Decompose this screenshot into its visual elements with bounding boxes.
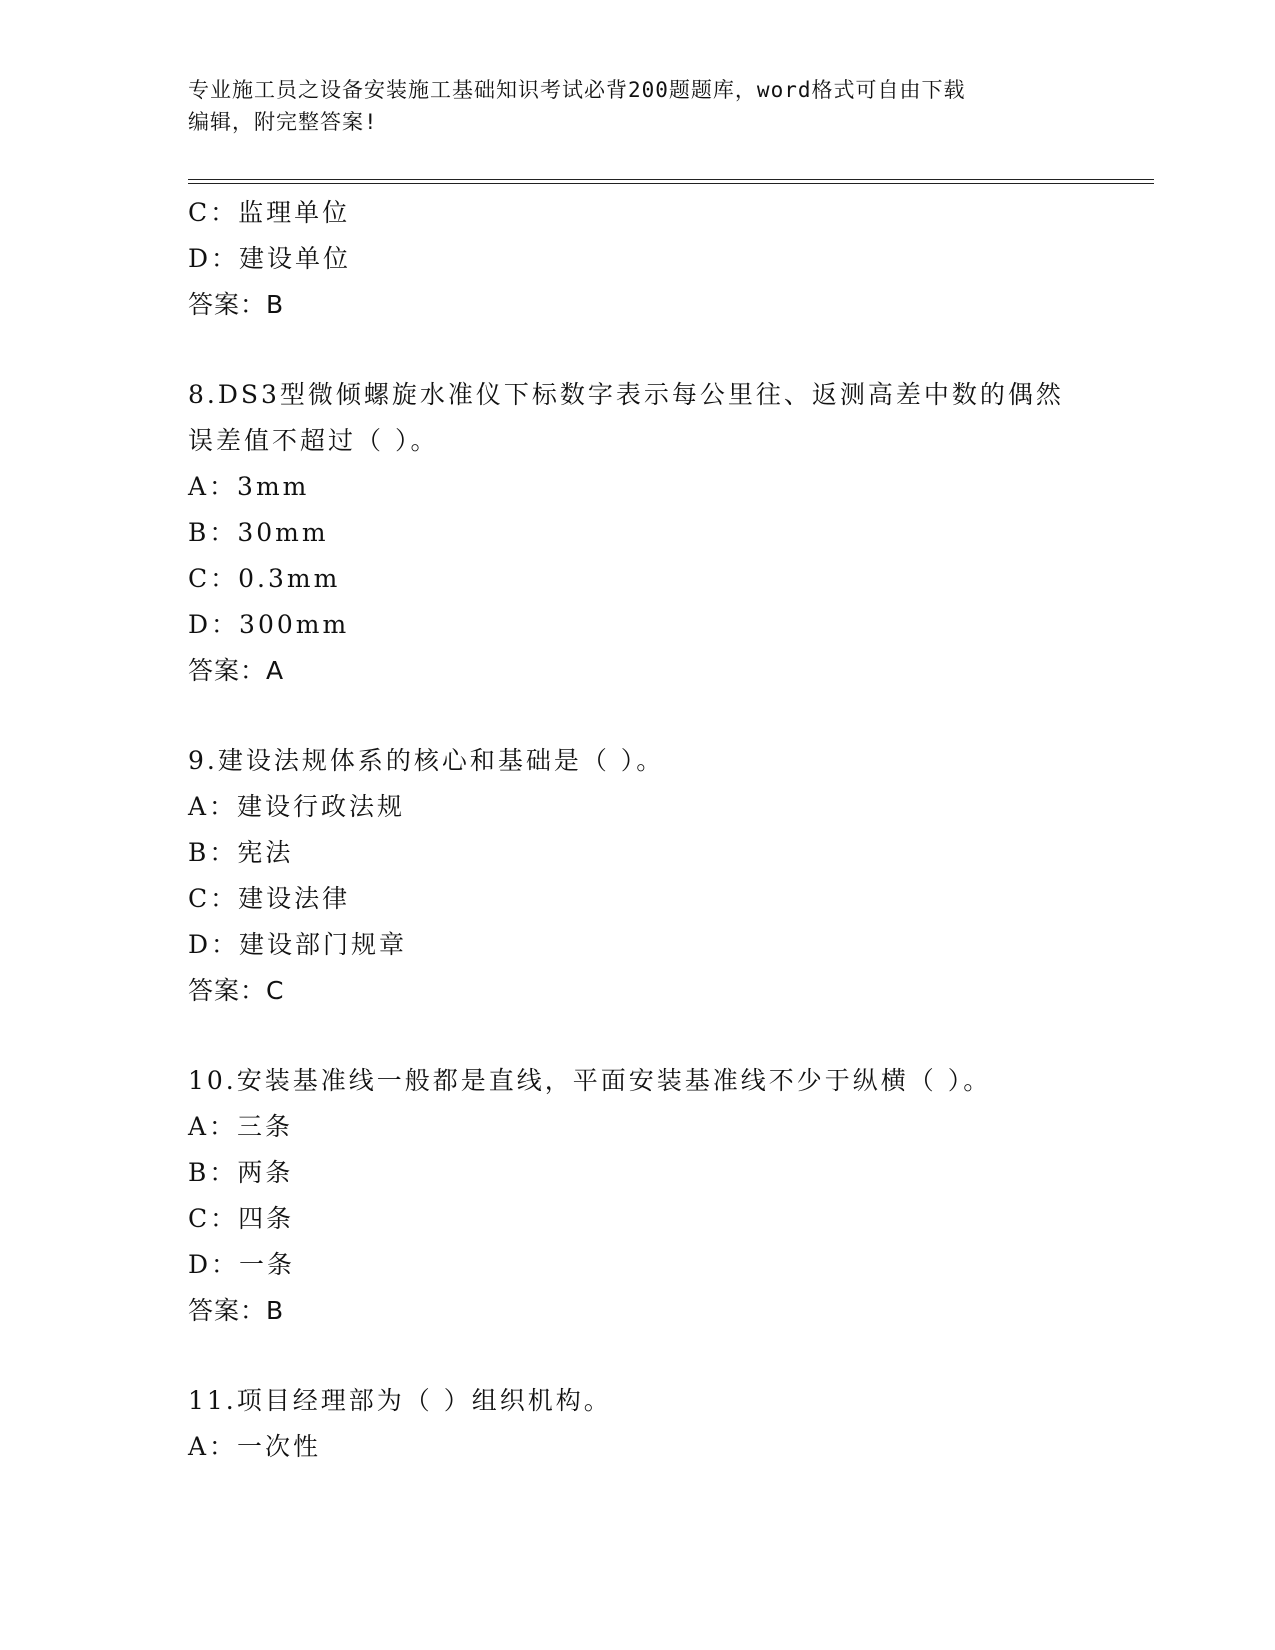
spacer [188,328,1088,372]
question-7-tail [188,190,1088,328]
header-double-rule [188,179,1154,184]
question-text-line-2: 误差值不超过（ ）。 [188,426,439,455]
option-d: D：一条 [188,1250,296,1279]
option-b: B：两条 [188,1158,294,1187]
question-text: 9.建设法规体系的核心和基础是（ ）。 [188,746,665,775]
question-10 [188,1058,1088,1334]
answer: 答案：B [188,1296,285,1325]
answer: 答案：A [188,656,285,685]
option-a: A：一次性 [188,1432,322,1461]
option-c: C：建设法律 [188,884,351,913]
question-8 [188,372,1088,694]
answer: 答案：B [188,290,285,319]
option-a: A：建设行政法规 [188,792,406,821]
option-a: A：三条 [188,1112,294,1141]
option-b: B：宪法 [188,838,294,867]
option-d: D：建设部门规章 [188,930,408,959]
question-text: 10.安装基准线一般都是直线，平面安装基准线不少于纵横（ ）。 [188,1066,992,1095]
page-header [188,74,1088,138]
question-text: 11.项目经理部为（ ）组织机构。 [188,1386,612,1415]
option-c: C：监理单位 [188,198,351,227]
spacer [188,694,1088,738]
answer: 答案：C [188,976,285,1005]
header-title-line-1: 专业施工员之设备安装施工基础知识考试必背200题题库，word格式可自由下载 [188,78,966,102]
option-c: C：0.3mm [188,564,341,593]
option-d: D：300mm [188,610,350,639]
spacer [188,1014,1088,1058]
option-c: C：四条 [188,1204,295,1233]
option-d: D：建设单位 [188,244,352,273]
question-9 [188,738,1088,1014]
option-a: A：3mm [188,472,310,501]
question-list [188,190,1088,1470]
option-b: B：30mm [188,518,329,547]
question-text-line-1: 8.DS3型微倾螺旋水准仪下标数字表示每公里往、返测高差中数的偶然 [188,380,1064,409]
spacer [188,1334,1088,1378]
header-title-line-2: 编辑，附完整答案! [188,110,378,134]
question-11 [188,1378,1088,1470]
